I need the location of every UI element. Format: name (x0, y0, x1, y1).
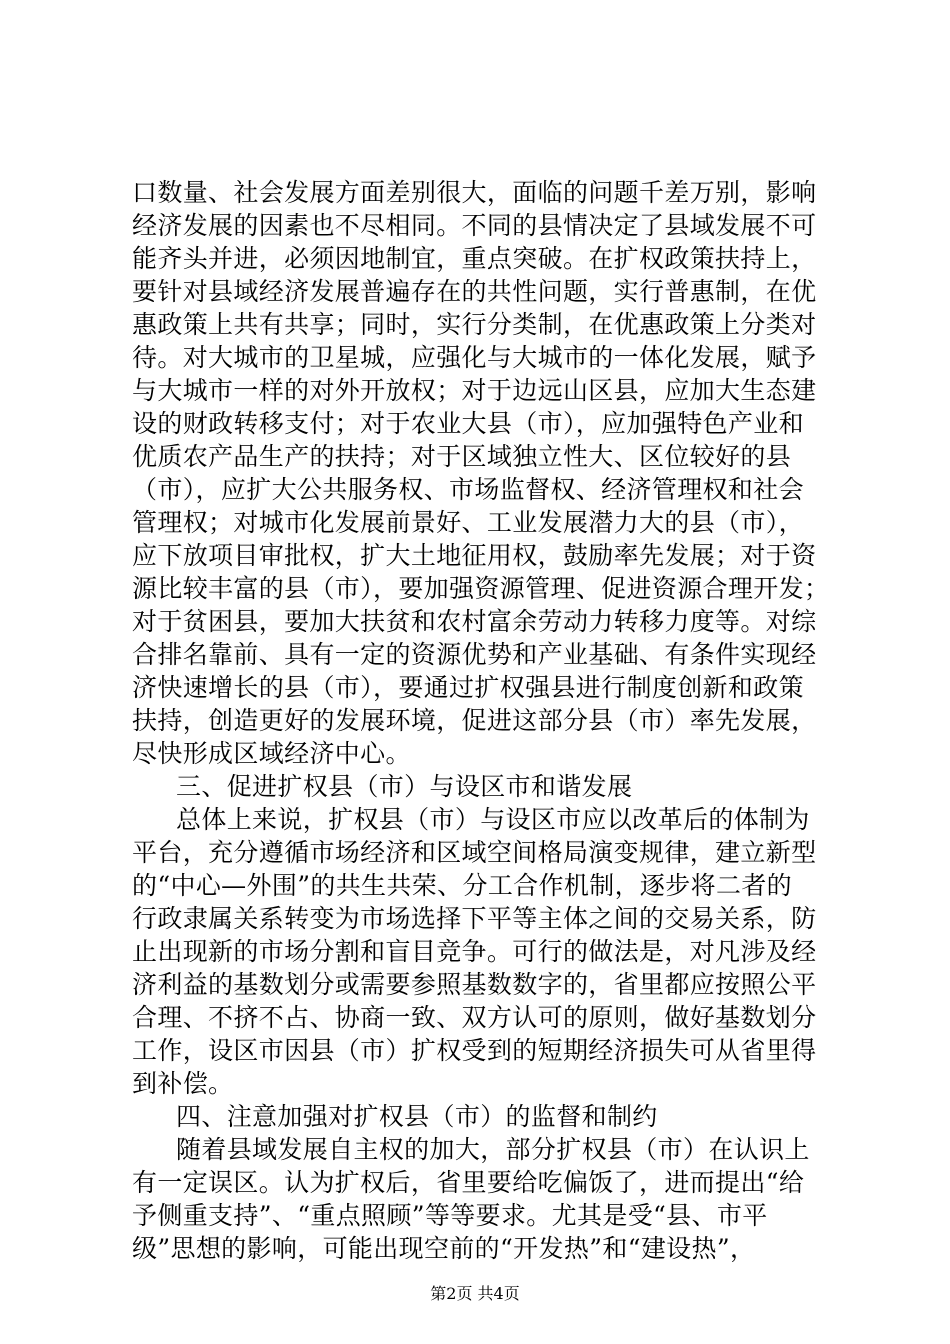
page-footer: 第2页 共4页 (430, 1284, 520, 1303)
text-line: 惠政策上共有共享；同时，实行分类制，在优惠政策上分类对 (132, 310, 817, 339)
text-line: 应下放项目审批权，扩大土地征用权，鼓励率先发展；对于资 (132, 541, 817, 570)
text-line: 平台，充分遵循市场经济和区域空间格局演变规律，建立新型 (132, 838, 817, 867)
document-body (132, 176, 832, 1265)
text-line: 与大城市一样的对外开放权；对于边远山区县，应加大生态建 (132, 376, 817, 405)
text-line: 合排名靠前、具有一定的资源优势和产业基础、有条件实现经 (132, 640, 817, 669)
text-line: 对于贫困县，要加大扶贫和农村富余劳动力转移力度等。对综 (132, 607, 817, 636)
text-line: 合理、不挤不占、协商一致、双方认可的原则，做好基数划分 (132, 1003, 817, 1032)
text-line: 扶持，创造更好的发展环境，促进这部分县（市）率先发展， (132, 706, 817, 735)
text-line: 随着县域发展自主权的加大，部分扩权县（市）在认识上 (176, 1135, 810, 1164)
text-line: 经济发展的因素也不尽相同。不同的县情决定了县域发展不可 (132, 211, 817, 240)
text-line: 工作，设区市因县（市）扩权受到的短期经济损失可从省里得 (132, 1036, 817, 1065)
text-line: 予侧重支持”、“重点照顾”等等要求。尤其是受“县、市平 (132, 1201, 768, 1230)
text-line: 济利益的基数划分或需要参照基数数字的，省里都应按照公平 (132, 970, 817, 999)
text-line: 到补偿。 (132, 1069, 234, 1098)
text-line: 管理权；对城市化发展前景好、工业发展潜力大的县（市）， (132, 508, 804, 537)
text-line: （市），应扩大公共服务权、市场监督权、经济管理权和社会 (132, 475, 804, 504)
text-line: 行政隶属关系转变为市场选择下平等主体之间的交易关系，防 (132, 904, 817, 933)
text-line: 止出现新的市场分割和盲目竞争。可行的做法是，对凡涉及经 (132, 937, 817, 966)
text-line: 级”思想的影响，可能出现空前的“开发热”和“建设热”， (132, 1234, 756, 1263)
text-line: 济快速增长的县（市），要通过扩权强县进行制度创新和政策 (132, 673, 804, 702)
text-line: 设的财政转移支付；对于农业大县（市），应加强特色产业和 (132, 409, 804, 438)
text-line: 口数量、社会发展方面差别很大，面临的问题千差万别，影响 (132, 178, 817, 207)
text-line: 有一定误区。认为扩权后，省里要给吃偏饭了，进而提出“给 (132, 1168, 805, 1197)
text-line: 要针对县域经济发展普遍存在的共性问题，实行普惠制，在优 (132, 277, 817, 306)
text-line: 待。对大城市的卫星城，应强化与大城市的一体化发展，赋予 (132, 343, 817, 372)
text-line: 三、促进扩权县（市）与设区市和谐发展 (176, 772, 633, 801)
text-line: 优质农产品生产的扶持；对于区域独立性大、区位较好的县 (132, 442, 792, 471)
text-line: 能齐头并进，必须因地制宜，重点突破。在扩权政策扶持上， (132, 244, 817, 273)
text-line: 四、注意加强对扩权县（市）的监督和制约 (176, 1102, 658, 1131)
text-line: 的“中心—外围”的共生共荣、分工合作机制，逐步将二者的 (132, 871, 793, 900)
text-line: 尽快形成区域经济中心。 (132, 739, 411, 768)
text-line: 总体上来说，扩权县（市）与设区市应以改革后的体制为 (176, 805, 810, 834)
text-line: 源比较丰富的县（市），要加强资源管理、促进资源合理开发； (132, 574, 830, 603)
